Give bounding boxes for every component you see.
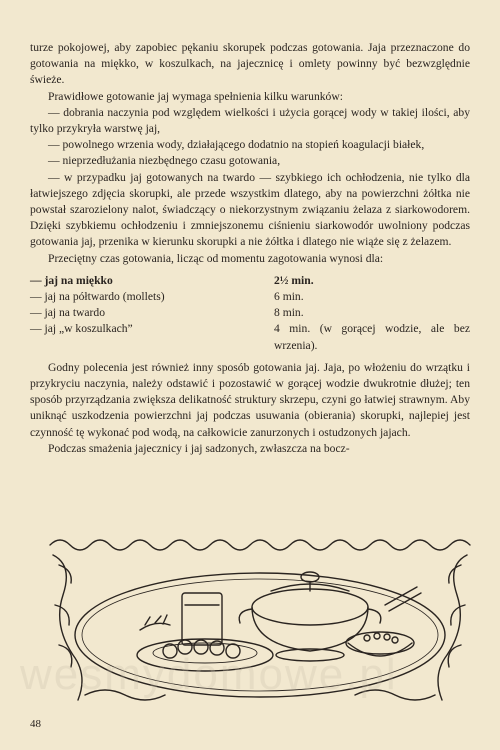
cooking-time-label: — jaj na twardo <box>30 306 106 320</box>
cooking-times-table <box>30 273 470 354</box>
cooking-time-label: — jaj „w koszulkach” <box>30 322 133 336</box>
paragraph: turze pokojowej, aby zapobiec pękaniu skorupek podczas gotowania. Jaja przeznaczone do gotowania na miękko, w koszulkach, na jajecznicę i omlety powinny być bezwzględnie świeże. <box>30 41 470 87</box>
list-item: — nieprzedłużania niezbędnego czasu gotowania, <box>48 154 281 168</box>
list-item: — powolnego wrzenia wody, działającego dodatnio na stopień koagulacji białek, <box>48 138 425 152</box>
cooking-time-label: — jaj na półtwardo (mollets) <box>30 290 165 304</box>
cooking-time-label: — jaj na miękko <box>30 273 113 287</box>
cooking-time-value: 4 min. (w gorącej wodzie, ale bez wrzenia). <box>274 322 470 352</box>
page-number: 48 <box>30 718 41 730</box>
paragraph: Prawidłowe gotowanie jaj wymaga spełnienia kilku warunków: <box>48 89 343 103</box>
cooking-time-value: 2½ min. <box>274 273 314 287</box>
cooking-time-value: 8 min. <box>274 306 304 320</box>
paragraph: Przeciętny czas gotowania, licząc od momentu zagotowania wynosi dla: <box>48 251 384 265</box>
watermark: wesmydomowe.pl <box>20 650 398 699</box>
body-text <box>30 40 470 457</box>
paragraph: Godny polecenia jest również inny sposób gotowania jaj. Jaja, po włożeniu do wrzątku i przykryciu naczynia, należy odstawić i pozostawić w gorącej wodzie dwukrotnie dłużej; ten sposób przyrządzania zwiększa delikatność struktury skrzepu, czyni go łatwiej strawnym. Aby uniknąć uszkodzenia powierzchni jaj podczas usuwania (obierania) skorupki, najlepiej jest czynność tę wykonać pod wodą, na całkowicie zanurzonych i ostudzonych jajach. <box>30 360 470 439</box>
paragraph: Podczas smażenia jajecznicy i jaj sadzonych, zwłaszcza na bocz- <box>48 441 350 455</box>
cooking-time-value: 6 min. <box>274 290 304 304</box>
list-item: — w przypadku jaj gotowanych na twardo — szybkiego ich ochłodzenia, nie tylko dla łatwiejszego zdjęcia skorupki, ale przede wszystkim dlatego, aby na powierzchni żółtka nie powstał szarozielony nalot, świadczący o niekorzystnym związaniu żelaza z siarkowodorem. Dzięki szybkiemu ochłodzeniu i zmniejszonemu ciśnieniu siarkowodór uwolniony podczas gotowania jaj, przenika w kierunku skorupki a nie żółtka i dlatego nie wiąże się z żelazem. <box>30 170 470 249</box>
list-item: — dobrania naczynia pod względem wielkości i użycia gorącej wody w takiej ilości, aby tylko przykryła warstwę jaj, <box>30 105 470 136</box>
